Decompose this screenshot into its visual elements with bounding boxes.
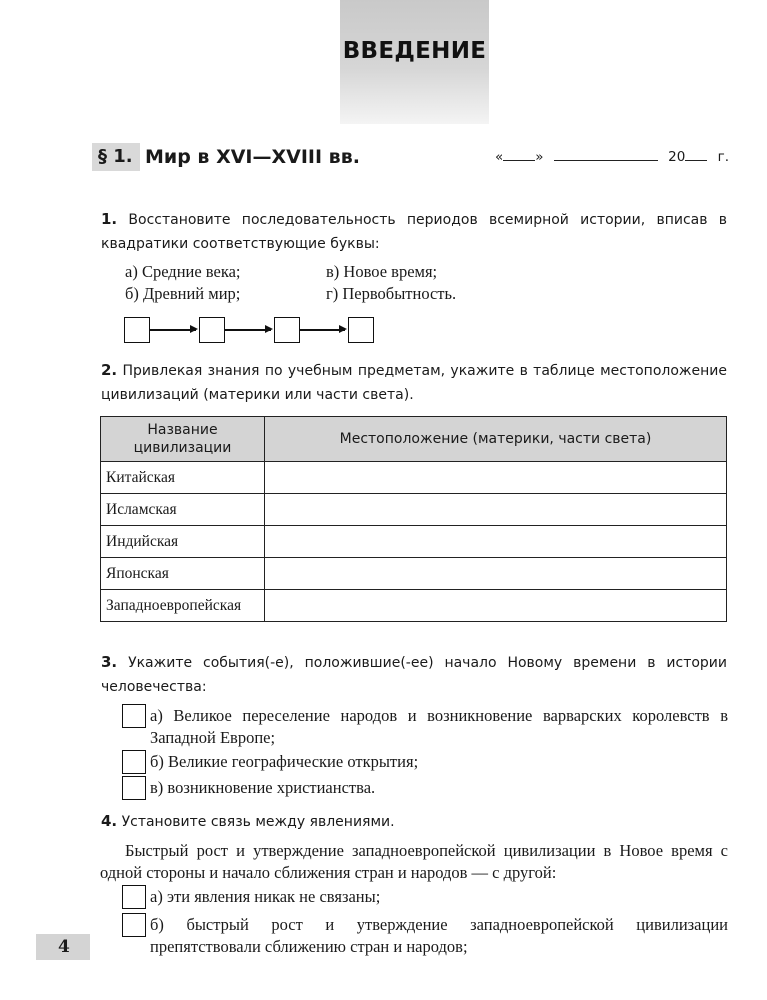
q3-answer-v: в) возникновение христианства. [150,778,376,797]
table-row [101,462,727,494]
question-3 [101,650,727,699]
q4-checkbox-b[interactable] [122,913,146,937]
date-close-quote: » [535,149,544,165]
question-3-number: 3. [101,653,118,671]
civilization-name: Китайская [101,462,265,494]
table-header-name: Название цивилизации [101,417,265,462]
q1-option-b: б) Древний мир; [125,284,241,303]
table-row [101,494,727,526]
location-cell[interactable] [265,526,727,558]
section-title: Мир в XVI—XVIII вв. [145,146,360,168]
question-4-paragraph: Быстрый рост и утверждение западноевропейской цивилизации в Новое время с одной стороны и начало сближения стран и народов — с другой: [100,841,728,882]
day-blank[interactable] [503,147,535,161]
q4-answer-b: б) быстрый рост и утверждение западноевропейской цивилизации препятствовали сближению стран и народов; [150,915,728,956]
date-line [495,147,729,167]
question-1-number: 1. [101,210,118,228]
year-prefix: 20 [668,149,686,165]
question-1 [101,207,727,256]
page-number: 4 [36,934,90,960]
question-2-number: 2. [101,361,118,379]
question-1-text: Восстановите последовательность периодов всемирной истории, вписав в квадратики соответствующие буквы: [101,212,727,252]
civilizations-table [100,416,727,622]
year-suffix: г. [717,149,729,165]
sequence-box-3[interactable] [274,317,300,343]
table-row [101,558,727,590]
sequence-arrow-3 [300,329,345,331]
date-open-quote: « [495,149,504,165]
year-blank[interactable] [685,147,707,161]
location-cell[interactable] [265,558,727,590]
question-3-text: Укажите события(-е), положившие(-ее) начало Новому времени в истории человечества: [101,655,727,695]
civilization-name: Исламская [101,494,265,526]
q1-option-g: г) Первобытность. [326,284,457,303]
question-4-number: 4. [101,812,118,830]
sequence-box-2[interactable] [199,317,225,343]
civilization-name: Японская [101,558,265,590]
table-row [101,526,727,558]
sequence-box-4[interactable] [348,317,374,343]
q1-option-a: а) Средние века; [125,262,241,281]
section-mark: § 1. [92,143,140,171]
q3-checkbox-a[interactable] [122,704,146,728]
question-4-text: Установите связь между явлениями. [121,814,395,830]
q4-answer-a: а) эти явления никак не связаны; [150,887,381,906]
q3-answer-b: б) Великие географические открытия; [150,752,419,771]
chapter-title: ВВЕДЕНИЕ [342,38,487,64]
q3-answer-a: а) Великое переселение народов и возникновение варварских королевств в Западной Европе; [150,706,728,747]
location-cell[interactable] [265,462,727,494]
location-cell[interactable] [265,494,727,526]
sequence-arrow-1 [150,329,196,331]
question-2 [101,358,727,407]
civilization-name: Индийская [101,526,265,558]
q3-checkbox-v[interactable] [122,776,146,800]
table-row [101,590,727,622]
civilization-name: Западноевропейская [101,590,265,622]
question-2-text: Привлекая знания по учебным предметам, укажите в таблице местоположение цивилизаций (материки или части света). [101,363,727,403]
sequence-box-1[interactable] [124,317,150,343]
table-header-location: Местоположение (материки, части света) [265,417,727,462]
q1-option-v: в) Новое время; [326,262,438,281]
q4-checkbox-a[interactable] [122,885,146,909]
month-blank[interactable] [554,147,658,161]
location-cell[interactable] [265,590,727,622]
q3-checkbox-b[interactable] [122,750,146,774]
sequence-arrow-2 [225,329,271,331]
question-4 [101,809,727,834]
